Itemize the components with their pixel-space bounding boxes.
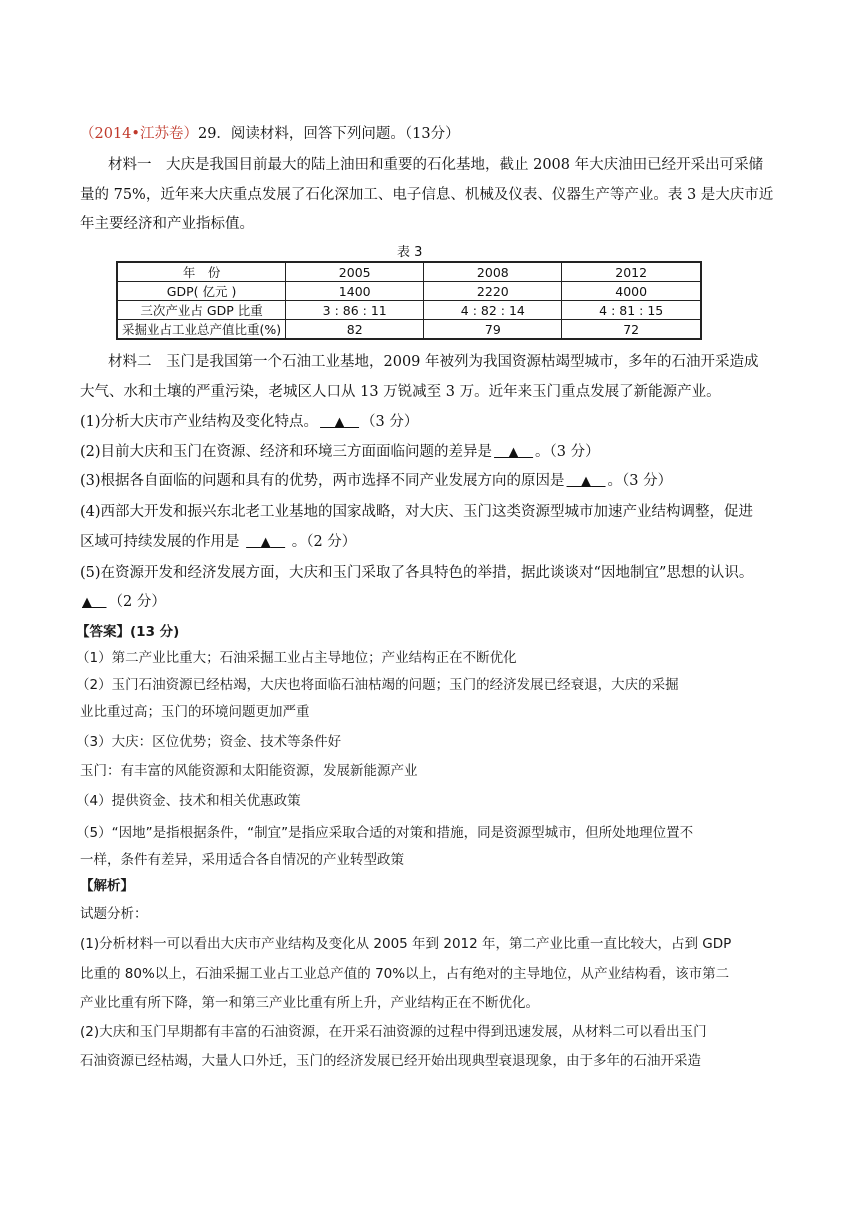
analysis-subheading: 试题分析： xyxy=(80,906,148,922)
analysis-line: (1)分析材料一可以看出大庆市产业结构及变化从 2005 年到 2012 年，第二产业比重一直比较大，占到 GDP xyxy=(80,936,732,952)
question-header xyxy=(80,124,780,144)
answer-line: （1）第二产业比重大；石油采掘工业占主导地位；产业结构正在不断优化 xyxy=(76,650,517,666)
answer-line: （5）“因地”是指根据条件，“制宜”是指应采取合适的对策和措施，同是资源型城市，但所处地理位置不 xyxy=(76,825,694,841)
table-cell: 2012 xyxy=(562,262,701,282)
analysis-line: (2)大庆和玉门早期都有丰富的石油资源，在开采石油资源的过程中得到迅速发展，从材料二可以看出玉门 xyxy=(80,1024,707,1040)
sub-question-1-text: (1)分析大庆市产业结构及变化特点。 xyxy=(80,414,319,430)
material2-line-2: 大气、水和土壤的严重污染，老城区人口从 13 万锐减至 3 万。近年来玉门重点发展了新能源产业。 xyxy=(80,384,721,400)
table-cell: 2005 xyxy=(286,262,424,282)
sub-question-2-text: (2)目前大庆和玉门在资源、经济和环境三方面面临问题的差异是 xyxy=(80,444,493,460)
sub-question-3-score: 。（3 分） xyxy=(607,473,673,489)
answer-line: （4）提供资金、技术和相关优惠政策 xyxy=(76,793,301,809)
analysis-line: 石油资源已经枯竭，大量人口外迁，玉门的经济发展已经开始出现典型衰退现象，由于多年的石油开采造 xyxy=(80,1053,701,1069)
answer-line: 玉门：有丰富的风能资源和太阳能资源，发展新能源产业 xyxy=(80,763,418,779)
answer-blank xyxy=(80,592,109,613)
sub-question-5-line-1: (5)在资源开发和经济发展方面，大庆和玉门采取了各具特色的举措，据此谈谈对“因地制宜”思想的认识。 xyxy=(80,565,754,581)
sub-question-2 xyxy=(80,442,780,463)
answer-blank xyxy=(318,412,361,433)
blank-triangle-icon: ▲ xyxy=(581,474,592,489)
sub-question-4-score: 。（2 分） xyxy=(287,534,357,550)
answer-line: （2）玉门石油资源已经枯竭，大庆也将面临石油枯竭的问题；玉门的经济发展已经衰退，大庆的采掘 xyxy=(76,677,679,693)
sub-question-1 xyxy=(80,412,780,433)
sub-question-4-line-1: (4)西部大开发和振兴东北老工业基地的国家战略，对大庆、玉门这类资源型城市加速产业结构调整，促进 xyxy=(80,504,754,520)
table-cell: GDP( 亿元 ) xyxy=(117,282,286,301)
answer-blank xyxy=(565,471,608,492)
table-header-row xyxy=(117,262,701,282)
table-cell: 2008 xyxy=(424,262,562,282)
table-cell: 三次产业占 GDP 比重 xyxy=(117,301,286,320)
blank-triangle-icon: ▲ xyxy=(334,415,345,430)
table-cell: 2220 xyxy=(424,282,562,301)
sub-question-3 xyxy=(80,471,780,492)
blank-triangle-icon: ▲ xyxy=(508,445,519,460)
analysis-heading: 【解析】 xyxy=(80,878,134,894)
question-source: （2014•江苏卷） xyxy=(80,126,198,142)
material2-line-1: 材料二 玉门是我国第一个石油工业基地，2009 年被列为我国资源枯竭型城市，多年的石油开采造成 xyxy=(108,354,759,370)
table-cell: 82 xyxy=(286,320,424,340)
table-row xyxy=(117,320,701,340)
table-cell: 采掘业占工业总产值比重(%) xyxy=(117,320,286,340)
table-cell: 72 xyxy=(562,320,701,340)
answer-line: 一样，条件有差异，采用适合各自情况的产业转型政策 xyxy=(80,852,404,868)
answer-blank xyxy=(244,532,287,553)
sub-question-2-score: 。（3 分） xyxy=(535,444,600,460)
table-caption: 表 3 xyxy=(397,245,423,260)
table-cell: 4 : 82 : 14 xyxy=(424,301,562,320)
sub-question-1-score: （3 分） xyxy=(361,414,419,430)
table-cell: 年 份 xyxy=(117,262,286,282)
sub-question-5-line-2 xyxy=(80,592,780,613)
sub-question-3-text: (3)根据各自面临的问题和具有的优势，两市选择不同产业发展方向的原因是 xyxy=(80,473,565,489)
analysis-line: 产业比重有所下降，第一和第三产业比重有所上升，产业结构正在不断优化。 xyxy=(80,995,539,1011)
material1-line-3: 年主要经济和产业指标值。 xyxy=(80,216,254,232)
answer-line: （3）大庆：区位优势；资金、技术等条件好 xyxy=(76,734,342,750)
answer-blank xyxy=(492,442,535,463)
blank-triangle-icon: ▲ xyxy=(82,595,92,610)
blank-triangle-icon: ▲ xyxy=(260,535,271,550)
indicator-table xyxy=(116,261,702,340)
analysis-line: 比重的 80%以上，石油采掘工业占工业总产值的 70%以上，占有绝对的主导地位，从产业结构看，该市第二 xyxy=(80,966,730,982)
question-title: 29．阅读材料，回答下列问题。（13分） xyxy=(197,126,460,142)
table-cell: 79 xyxy=(424,320,562,340)
table-row xyxy=(117,301,701,320)
sub-question-4-line-2 xyxy=(80,532,780,553)
table-cell: 3 : 86 : 11 xyxy=(286,301,424,320)
table-cell: 4000 xyxy=(562,282,701,301)
table-cell: 4 : 81 : 15 xyxy=(562,301,701,320)
sub-question-4-text: 区域可持续发展的作用是 xyxy=(80,534,245,550)
answer-line: 业比重过高；玉门的环境问题更加严重 xyxy=(80,704,310,720)
sub-question-5-score: （2 分） xyxy=(108,594,166,610)
table-cell: 1400 xyxy=(286,282,424,301)
table-row xyxy=(117,282,701,301)
material1-line-2: 量的 75%，近年来大庆重点发展了石化深加工、电子信息、机械及仪表、仪器生产等产业。表 3 是大庆市近 xyxy=(80,187,774,203)
answer-heading: 【答案】(13 分) xyxy=(76,624,180,640)
material1-line-1: 材料一 大庆是我国目前最大的陆上油田和重要的石化基地，截止 2008 年大庆油田已经开采出可采储 xyxy=(108,157,764,173)
